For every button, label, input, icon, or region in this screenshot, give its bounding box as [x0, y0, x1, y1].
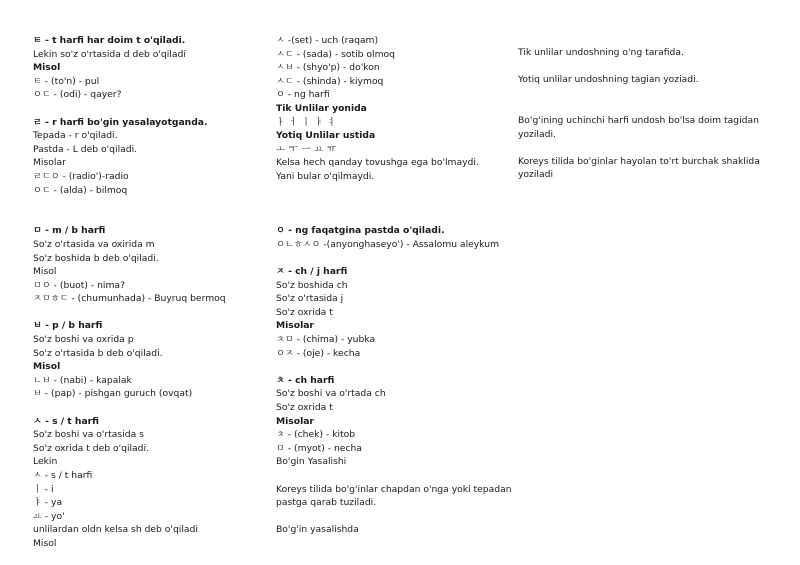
text-line: So'z boshi va o'rtasida s — [33, 429, 144, 441]
text-line: So'z oxrida t — [276, 402, 333, 414]
text-line: ㅂ - (pap) - pishgan guruch (ovqat) — [33, 388, 193, 400]
text-line: Tik unlilar undoshning o'ng tarafida. — [518, 47, 684, 58]
text-line: ㅑ - ya — [33, 497, 63, 509]
text-line: So'z boshida ch — [276, 279, 348, 291]
blank-line — [276, 510, 508, 524]
heading-line: ㅈ - ch / j harfi — [276, 266, 348, 278]
text-line: ㅇㄷ - (alda) - bilmoq — [33, 184, 128, 196]
left-column — [33, 34, 263, 551]
blank-line — [276, 211, 508, 225]
blank-line — [518, 60, 778, 74]
text-line: ㅅㄷ - (shinda) - kiymoq — [276, 75, 384, 87]
text-line: ㅅㄷ - (sada) - sotib olmoq — [276, 48, 396, 60]
text-line: unlilardan oldn kelsa sh deb o'qiladi — [33, 524, 198, 536]
text-line: ㅣ - i — [33, 483, 54, 495]
heading-line: ㅁ - m / b harfi — [33, 225, 106, 237]
text-line: ㅇㄷ - (odi) - qayer? — [33, 89, 122, 101]
blank-line — [33, 306, 263, 320]
text-line: Pastda - L deb o'qiladi. — [33, 143, 138, 155]
text-line: ㅊ - (chek) - kitob — [276, 429, 356, 441]
heading-line: Misol — [33, 62, 61, 74]
blank-line — [276, 469, 508, 483]
text-line: ㅁㅇ - (buot) - nima? — [33, 279, 125, 291]
text-line: ㅇㄴㅎㅅㅇ -(anyonghaseyo') - Assalomu aleykum — [276, 238, 500, 250]
blank-line — [276, 360, 508, 374]
text-line: Bo'g'ining uchinchi harfi undosh bo'lsa doim tagidan — [518, 114, 759, 126]
blank-line — [276, 197, 508, 211]
text-line: ㅇ - ng harfi — [276, 89, 330, 101]
text-line: Kelsa hech qanday tovushga ega bo'lmaydi. — [276, 157, 479, 169]
text-line: Misol — [33, 537, 57, 549]
blank-line — [518, 100, 778, 114]
text-line: ㅅㅂ - (shyo'p) - do'kon — [276, 62, 380, 74]
blank-line — [518, 87, 778, 101]
text-line: Misol — [33, 266, 57, 278]
heading-line: ㅅ - s / t harfi — [33, 415, 99, 427]
right-column — [518, 46, 778, 182]
text-line: Koreys tilida bo'g'inlar chapdan o'nga yoki tepadan — [276, 483, 512, 495]
text-line: ㅈㅁㅎㄷ - (chumunhada) - Buyruq bermoq — [33, 293, 226, 305]
heading-line: Misolar — [276, 320, 314, 332]
text-line: ㅛ - yo' — [33, 510, 65, 522]
middle-column — [276, 34, 512, 537]
blank-line — [33, 197, 263, 211]
heading-line: ㅇ - ng faqatgina pastda o'qiladi. — [276, 225, 445, 237]
blank-line — [33, 211, 263, 225]
text-line: ㅅ -(set) - uch (raqam) — [276, 35, 379, 46]
text-line: Yotiq unlilar undoshning tagian yoziadi. — [518, 74, 699, 86]
text-line: ㅏ ㅓ ㅣ ㅑ ㅕ — [276, 116, 337, 128]
heading-line: ㅂ - p / b harfi — [33, 320, 103, 332]
text-line: Lekin — [33, 456, 58, 468]
heading-line: Misol — [33, 361, 61, 373]
text-line: Tepada - r o'qiladi. — [33, 130, 118, 142]
text-line: Misolar — [33, 157, 66, 169]
text-line: Lekin so'z o'rtasida d deb o'qiladi — [33, 48, 186, 60]
blank-line — [276, 252, 508, 266]
text-line: So'z oxrida t deb o'qiladi. — [33, 442, 149, 454]
text-line: yoziladi. — [518, 128, 556, 140]
text-line: ㅅ - s / t harfi — [33, 470, 93, 481]
text-line: So'z o'rtasida va oxirida m — [33, 238, 155, 250]
text-line: Koreys tilida bo'ginlar hayolan to'rt burchak shaklida — [518, 155, 760, 167]
heading-line: Tik Unlilar yonida — [276, 102, 367, 114]
text-line: ㅁ - (myot) - necha — [276, 442, 362, 454]
text-line: Bo'gin Yasalishi — [276, 456, 347, 468]
text-line: ㅌ - (to'n) - pul — [33, 75, 100, 87]
text-line: So'z o'rtasida j — [276, 293, 344, 305]
text-line: Bo'g'in yasalishda — [276, 524, 359, 536]
text-line: pastga qarab tuziladi. — [276, 497, 377, 509]
heading-line: ㅊ - ch harfi — [276, 374, 335, 386]
text-line: So'z boshi va o'rtada ch — [276, 388, 386, 400]
text-line: ㄴㅂ - (nabi) - kapalak — [33, 374, 132, 386]
heading-line: Misolar — [276, 415, 314, 427]
text-line: So'z oxrida t — [276, 306, 333, 318]
text-line: So'z boshida b deb o'qiladi. — [33, 252, 159, 264]
text-line: ㅇㅈ - (oje) - kecha — [276, 347, 361, 359]
text-line: ㄹㄷㅇ - (radio')-radio — [33, 170, 129, 182]
blank-line — [33, 401, 263, 415]
text-line: ㅗ ㅜ ㅡ ㅛ ㅠ — [276, 143, 337, 155]
text-line: So'z o'rtasida b deb o'qiladi. — [33, 347, 163, 359]
text-line: yoziladi — [518, 169, 554, 181]
blank-line — [33, 102, 263, 116]
heading-line: ㄹ - r harfi bo'gin yasalayotganda. — [33, 116, 208, 128]
blank-line — [276, 184, 508, 198]
blank-line — [518, 141, 778, 155]
text-line: Yani bular o'qilmaydi. — [276, 170, 375, 182]
heading-line: ㅌ - t harfi har doim t o'qiladi. — [33, 35, 186, 46]
text-line: ㅊㅁ - (chima) - yubka — [276, 334, 376, 346]
text-line: So'z boshi va oxrida p — [33, 334, 134, 346]
heading-line: Yotiq Unlilar ustida — [276, 130, 376, 142]
